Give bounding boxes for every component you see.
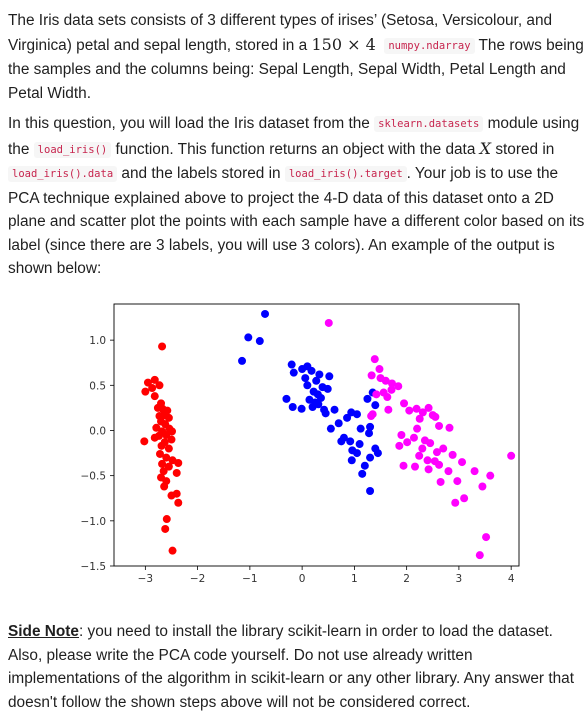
scatter-point (415, 452, 423, 460)
scatter-point (160, 482, 168, 490)
scatter-point (486, 472, 494, 480)
x-tick-label: 2 (403, 573, 410, 585)
scatter-point (308, 367, 316, 375)
x-tick-label: 3 (455, 573, 463, 585)
plot-frame (114, 304, 519, 566)
x-axis-ticks (138, 566, 515, 585)
scatter-point (387, 386, 395, 394)
x-tick-label: 0 (298, 573, 306, 585)
math-x: X (479, 138, 492, 158)
scatter-point (289, 403, 297, 411)
intro-text-rest: The rows being the samples and the columns being: Sepal Length, Sepal Width, Petal Length and Petal Width. (8, 36, 584, 102)
y-axis-ticks (81, 335, 115, 573)
scatter-point (346, 437, 354, 445)
x-tick-label: −1 (242, 573, 258, 585)
scatter-point (482, 533, 490, 541)
code-numpy-ndarray: numpy.ndarray (384, 38, 474, 54)
scatter-point (395, 442, 403, 450)
scatter-point (425, 465, 433, 473)
scatter-point (366, 487, 374, 495)
scatter-point (256, 337, 264, 345)
scatter-point (282, 395, 290, 403)
scatter-point (367, 412, 375, 420)
scatter-point (174, 499, 182, 507)
scatter-point (261, 310, 269, 318)
scatter-point (298, 365, 306, 373)
scatter-point (151, 392, 159, 400)
scatter-point (356, 440, 364, 448)
intro-text: The Iris data sets consists of 3 different types of irises’ (Setosa, Versicolour, and Virginica) petal and sepal length, stored in a (8, 12, 553, 54)
scatter-point (371, 355, 379, 363)
shape-math (311, 35, 375, 54)
scatter-point (435, 461, 443, 469)
scatter-point (140, 437, 148, 445)
scatter-point (335, 419, 343, 427)
math-times: × (347, 34, 361, 54)
scatter-point (331, 406, 339, 414)
scatter-point (161, 525, 169, 533)
scatter-point (312, 377, 320, 385)
scatter-point (163, 515, 171, 523)
x-tick-label: 4 (507, 573, 515, 585)
code-load-iris: load_iris() (34, 142, 112, 158)
side-note-text: : you need to install the library scikit-learn in order to load the dataset. Also, please write the PCA code yourself. Do not use already written implementations of the algorithm in scikit-learn or any other library. Any answer that doesn't follow the shown steps above will not be considered correct. (8, 623, 575, 711)
pca-scatter-plot (70, 296, 530, 596)
scatter-point (405, 407, 413, 415)
scatter-point (165, 445, 173, 453)
math-150: 150 (311, 34, 342, 54)
scatter-point (290, 369, 298, 377)
x-tick-label: −3 (137, 573, 154, 585)
scatter-point (433, 448, 441, 456)
scatter-point (298, 405, 306, 413)
task-text-6: . Your job is to use the PCA technique explained above to project the 4-D data of this dataset onto a 2D plane and scatter plot the points with each sample have a different color based on its label (since there are 3 labels, you will use 3 colors). An example of the output is shown below: (8, 165, 585, 277)
scatter-point (435, 422, 443, 430)
scatter-point (358, 470, 366, 478)
scatter-point (507, 452, 515, 460)
task-text-5: and the labels stored in (117, 165, 285, 182)
scatter-point (410, 434, 418, 442)
y-tick-label: 1.0 (89, 335, 106, 348)
side-note-label: Side Note (8, 623, 79, 640)
scatter-point (453, 477, 461, 485)
scatter-point (365, 429, 373, 437)
code-load-iris-data: load_iris().data (8, 166, 117, 182)
y-tick-label: −1.5 (80, 561, 106, 573)
scatter-point (353, 449, 361, 457)
scatter-point (363, 395, 371, 403)
scatter-point (343, 414, 351, 422)
scatter-point (400, 462, 408, 470)
x-tick-label: −2 (189, 573, 206, 585)
scatter-point (460, 494, 468, 502)
scatter-point (375, 365, 383, 373)
scatter-point (141, 388, 149, 396)
scatter-point (244, 333, 252, 341)
scatter-point (169, 547, 177, 555)
scatter-point (411, 463, 419, 471)
scatter-point (324, 385, 332, 393)
scatter-point (471, 467, 479, 475)
scatter-point (348, 456, 356, 464)
scatter-point (374, 449, 382, 457)
scatter-point (416, 415, 424, 423)
scatter-point (372, 390, 380, 398)
scatter-point (325, 319, 333, 327)
scatter-point (322, 409, 330, 417)
x-tick-label: 1 (351, 573, 358, 585)
scatter-point (400, 399, 408, 407)
scatter-point (384, 406, 392, 414)
scatter-point (413, 425, 421, 433)
scatter-point (444, 467, 452, 475)
y-tick-label: 0.0 (89, 425, 106, 438)
scatter-point (327, 425, 335, 433)
scatter-point (371, 401, 379, 409)
scatter-point (451, 499, 459, 507)
task-paragraph (8, 112, 586, 281)
scatter-point (303, 381, 311, 389)
scatter-point (353, 410, 361, 418)
scatter-point (151, 434, 159, 442)
scatter-point (425, 404, 433, 412)
scatter-point (174, 459, 182, 467)
scatter-point (325, 372, 333, 380)
scatter-point (403, 438, 411, 446)
scatter-point (366, 454, 374, 462)
scatter-point (361, 462, 369, 470)
scatter-point (478, 482, 486, 490)
scatter-point (437, 478, 445, 486)
math-4: 4 (365, 34, 376, 54)
scatter-point (148, 384, 156, 392)
scatter-point (449, 451, 457, 459)
scatter-point (238, 357, 246, 365)
scatter-point (368, 371, 376, 379)
scatter-point (394, 382, 402, 390)
scatter-point (424, 456, 432, 464)
task-text-4: stored in (491, 140, 555, 158)
y-tick-label: −0.5 (80, 470, 106, 483)
scatter-point (426, 439, 434, 447)
scatter-point (158, 342, 166, 350)
scatter-point (445, 424, 453, 432)
scatter-point (458, 458, 466, 466)
y-tick-label: 0.5 (89, 380, 106, 393)
scatter-point (158, 442, 166, 450)
scatter-points (140, 310, 515, 559)
code-load-iris-target: load_iris().target (285, 166, 407, 182)
scatter-point (167, 492, 175, 500)
scatter-point (383, 393, 391, 401)
scatter-point (301, 374, 309, 382)
task-text-3: function. This function returns an object with the data (111, 140, 480, 158)
code-sklearn-datasets: sklearn.datasets (374, 116, 483, 132)
task-text-2: module using the (8, 115, 580, 158)
scatter-point (173, 469, 181, 477)
scatter-point (476, 551, 484, 559)
side-note-paragraph (8, 620, 586, 714)
scatter-point (288, 361, 296, 369)
scatter-point (337, 437, 345, 445)
intro-paragraph (8, 9, 586, 105)
y-tick-label: −1.0 (80, 515, 106, 528)
scatter-point (309, 403, 317, 411)
scatter-point (431, 413, 439, 421)
scatter-point (357, 425, 365, 433)
task-text-1: In this question, you will load the Iris dataset from the (8, 115, 375, 132)
scatter-point (397, 431, 405, 439)
scatter-point (418, 445, 426, 453)
